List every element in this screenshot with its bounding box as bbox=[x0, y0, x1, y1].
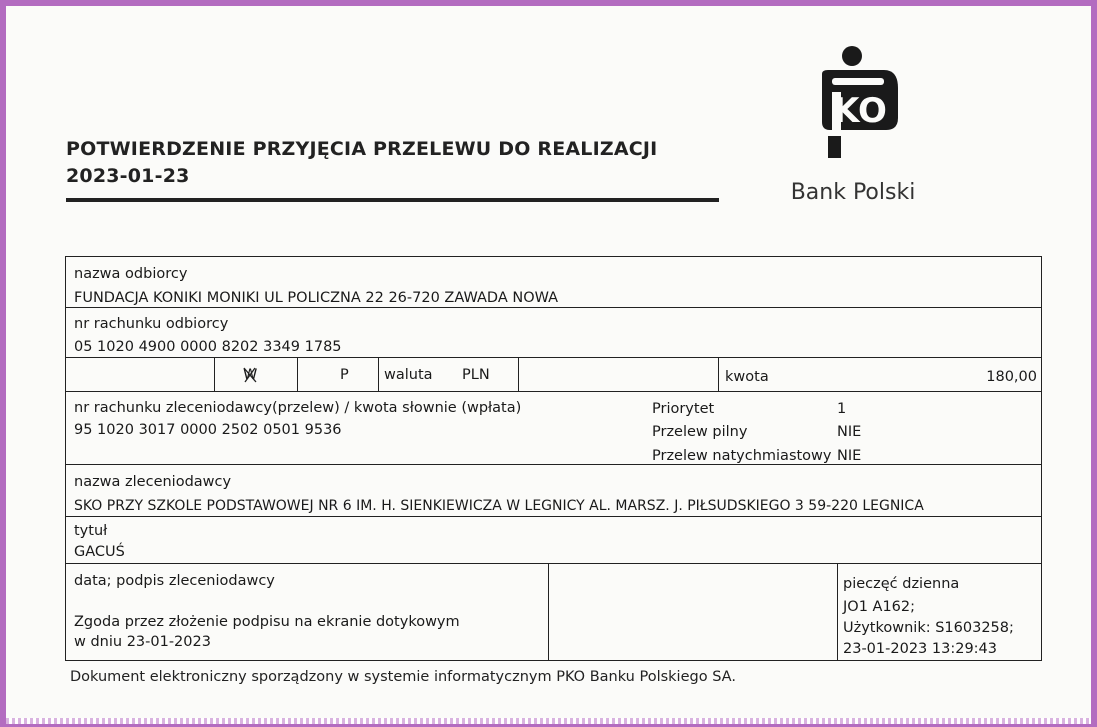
consent-line-1: Zgoda przez złożenie podpisu na ekranie dotykowym bbox=[74, 614, 460, 630]
title-label: tytuł bbox=[74, 523, 108, 539]
document-sheet bbox=[6, 6, 1091, 718]
signature-label: data; podpis zleceniodawcy bbox=[74, 573, 275, 589]
row-divider bbox=[66, 516, 1041, 517]
title-text: POTWIERDZENIE PRZYJĘCIA PRZELEWU DO REALIZACJI bbox=[66, 138, 658, 160]
sender-account-label: nr rachunku zleceniodawcy(przelew) / kwota słownie (wpłata) bbox=[74, 400, 522, 416]
document-title bbox=[66, 136, 657, 190]
row-divider bbox=[66, 357, 1041, 358]
instant-value: NIE bbox=[837, 448, 862, 464]
title-date: 2023-01-23 bbox=[66, 165, 190, 187]
scan-edge bbox=[6, 718, 1091, 724]
mark-p: P bbox=[340, 367, 349, 383]
priority-value: 1 bbox=[837, 401, 847, 417]
amount-value: 180,00 bbox=[986, 369, 1037, 385]
transfer-form bbox=[65, 256, 1042, 661]
urgent-value: NIE bbox=[837, 424, 862, 440]
stamp-line-2: Użytkownik: S1603258; bbox=[843, 620, 1014, 636]
title-value: GACUŚ bbox=[74, 544, 125, 560]
row-divider bbox=[66, 391, 1041, 392]
sender-account-value: 95 1020 3017 0000 2502 0501 9536 bbox=[74, 422, 342, 438]
cross-mark-icon bbox=[241, 366, 259, 384]
sender-label: nazwa zleceniodawcy bbox=[74, 474, 232, 490]
cell-divider bbox=[718, 357, 719, 391]
pko-logo bbox=[788, 44, 918, 214]
svg-text:KO: KO bbox=[833, 91, 887, 131]
cell-divider bbox=[518, 357, 519, 391]
recipient-account-value: 05 1020 4900 0000 8202 3349 1785 bbox=[74, 339, 342, 355]
instant-label: Przelew natychmiastowy bbox=[652, 448, 832, 464]
bank-name: Bank Polski bbox=[790, 180, 916, 205]
row-divider bbox=[66, 563, 1041, 564]
cell-divider bbox=[548, 563, 549, 661]
sender-value: SKO PRZY SZKOLE PODSTAWOWEJ NR 6 IM. H. SIENKIEWICZA W LEGNICY AL. MARSZ. J. PIŁSUDSKIEGO 3 59-220 LEGNICA bbox=[74, 498, 924, 514]
mark-w bbox=[243, 366, 257, 384]
recipient-account-label: nr rachunku odbiorcy bbox=[74, 316, 229, 332]
recipient-value: FUNDACJA KONIKI MONIKI UL POLICZNA 22 26-720 ZAWADA NOWA bbox=[74, 290, 559, 306]
title-underline bbox=[66, 198, 719, 202]
stamp-line-3: 23-01-2023 13:29:43 bbox=[843, 641, 997, 657]
recipient-label: nazwa odbiorcy bbox=[74, 266, 188, 282]
urgent-label: Przelew pilny bbox=[652, 424, 748, 440]
stamp-line-1: JO1 A162; bbox=[843, 599, 916, 615]
cell-divider bbox=[297, 357, 298, 391]
mark-w-text: W bbox=[243, 367, 258, 383]
consent-line-2: w dniu 23-01-2023 bbox=[74, 634, 211, 650]
stamp-label: pieczęć dzienna bbox=[843, 576, 960, 592]
cell-divider bbox=[378, 357, 379, 391]
amount-label: kwota bbox=[725, 369, 769, 385]
footer-note: Dokument elektroniczny sporządzony w systemie informatycznym PKO Banku Polskiego SA. bbox=[70, 669, 736, 685]
row-divider bbox=[66, 307, 1041, 308]
priority-label: Priorytet bbox=[652, 401, 715, 417]
currency-value: PLN bbox=[462, 367, 490, 383]
row-divider bbox=[66, 464, 1041, 465]
pko-piggybank-icon bbox=[788, 44, 918, 174]
cell-divider bbox=[837, 563, 838, 661]
currency-label: waluta bbox=[384, 367, 433, 383]
cell-divider bbox=[214, 357, 215, 391]
